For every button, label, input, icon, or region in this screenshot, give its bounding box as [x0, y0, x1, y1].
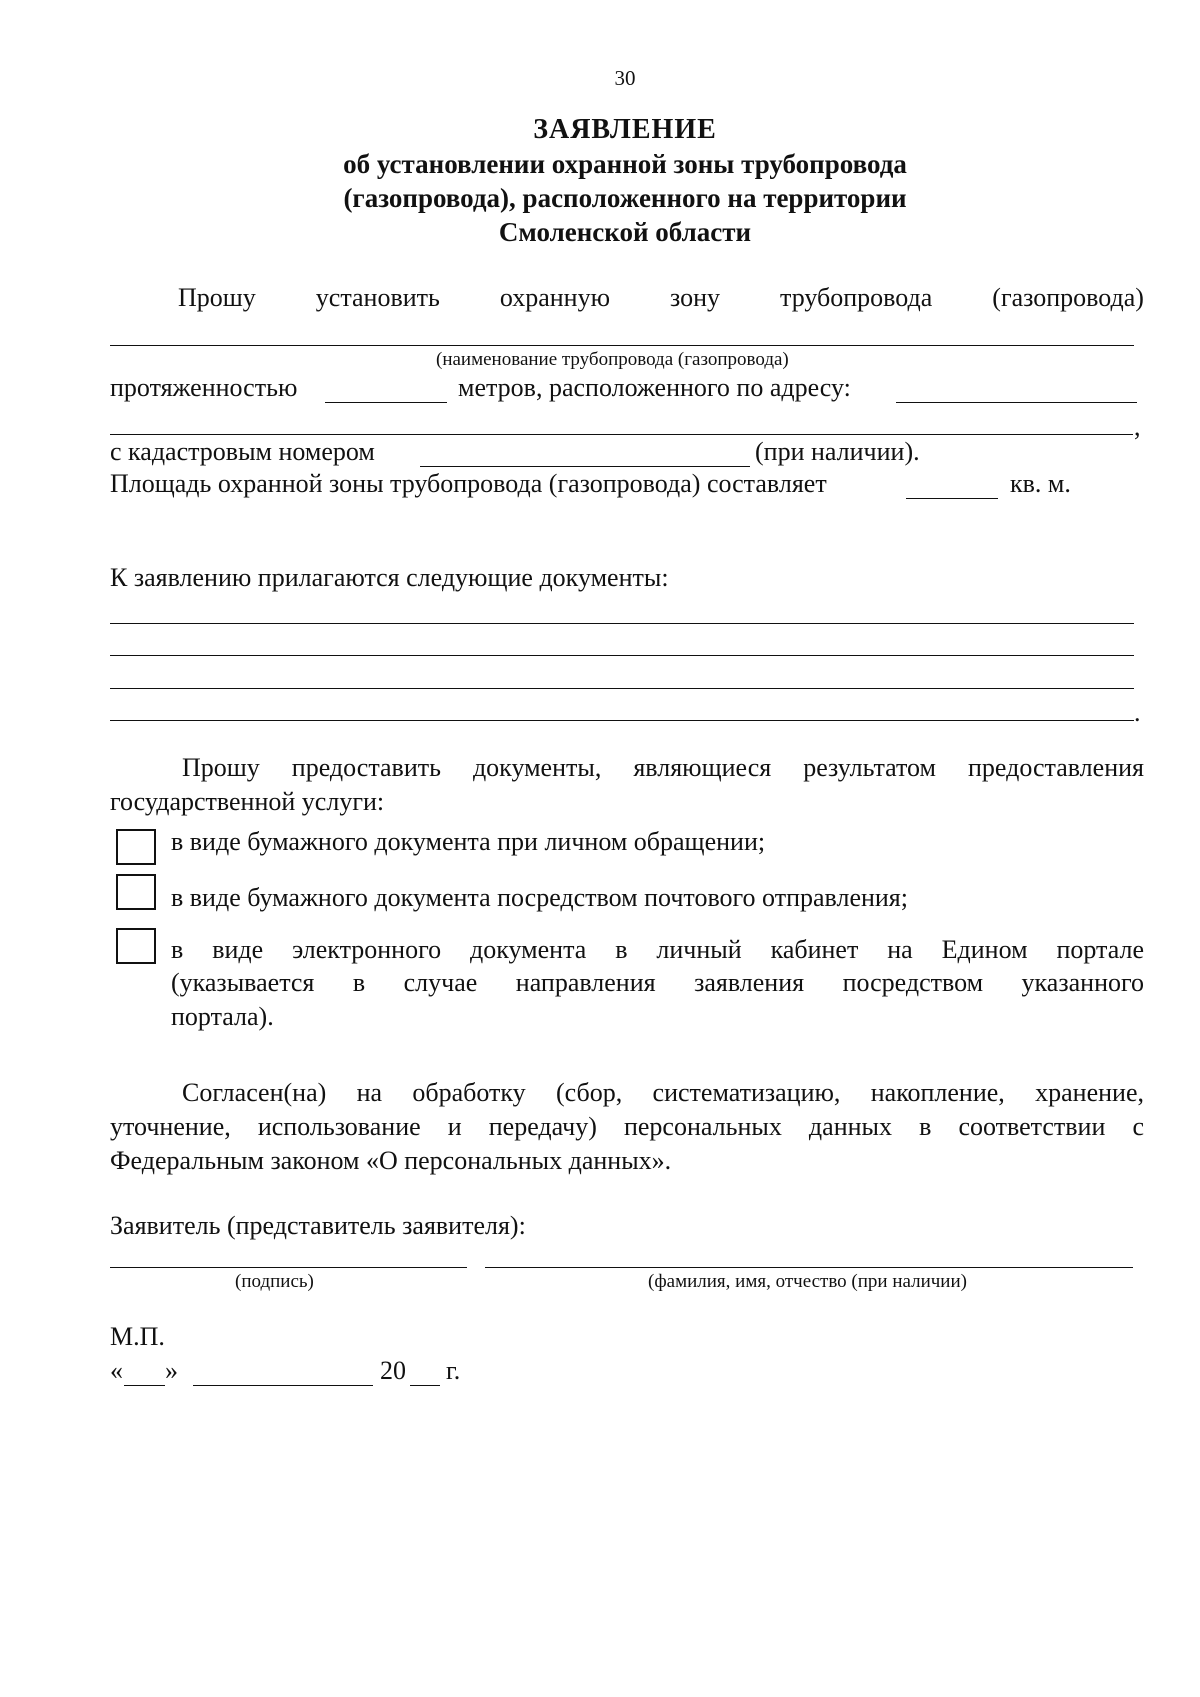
date-year-suffix: г. — [446, 1356, 461, 1385]
date-close-quote: » — [165, 1356, 178, 1385]
stamp-placeholder: М.П. — [110, 1322, 165, 1351]
option-electronic-portal-label-line-3: портала). — [171, 1002, 274, 1031]
area-label: Площадь охранной зоны трубопровода (газопровода) составляет — [110, 469, 827, 498]
attachment-line-4[interactable] — [110, 720, 1134, 721]
delivery-intro-line-2: государственной услуги: — [110, 787, 385, 816]
option-electronic-portal-text-2: (указывается в случае направления заявления посредством указанного — [171, 968, 1144, 997]
attachment-end-period: . — [1134, 698, 1141, 727]
request-word: Прошу — [178, 283, 256, 312]
consent-text-2: уточнение, использование и передачу) персональных данных в соответствии с — [110, 1112, 1144, 1141]
option-paper-in-person-checkbox[interactable] — [116, 829, 156, 865]
title-line-1: ЗАЯВЛЕНИЕ — [533, 114, 717, 145]
option-paper-by-mail-checkbox[interactable] — [116, 874, 156, 910]
page-number: 30 — [614, 66, 636, 90]
request-line — [178, 283, 1144, 313]
option-electronic-portal-text-1: в виде электронного документа в личный кабинет на Едином портале — [171, 935, 1144, 964]
address-field[interactable] — [896, 402, 1137, 403]
full-name-field[interactable] — [485, 1267, 1133, 1268]
option-electronic-portal-label-line-1 — [171, 935, 1144, 965]
date-day-field[interactable] — [124, 1385, 165, 1386]
consent-line-1 — [182, 1078, 1144, 1108]
request-word: (газопровода) — [992, 283, 1144, 312]
consent-line-3: Федеральным законом «О персональных данных». — [110, 1146, 672, 1175]
address-label: метров, расположенного по адресу: — [458, 373, 851, 402]
delivery-intro-line-1 — [182, 753, 1144, 783]
request-word: трубопровода — [780, 283, 933, 312]
option-electronic-portal-label-line-2 — [171, 968, 1144, 998]
request-word: установить — [315, 283, 440, 312]
consent-line-2 — [110, 1112, 1144, 1142]
length-label: протяженностью — [110, 373, 298, 402]
request-word: охранную — [499, 283, 611, 312]
date-open-quote: « — [110, 1356, 123, 1385]
option-paper-in-person-label: в виде бумажного документа при личном обращении; — [171, 827, 766, 856]
applicant-label: Заявитель (представитель заявителя): — [110, 1211, 526, 1240]
attachments-heading: К заявлению прилагаются следующие документы: — [110, 563, 669, 592]
pipeline-name-caption: (наименование трубопровода (газопровода) — [436, 349, 789, 370]
full-name-caption: (фамилия, имя, отчество (при наличии) — [648, 1271, 967, 1292]
address-line-comma: , — [1134, 412, 1141, 441]
area-field[interactable] — [906, 498, 998, 499]
option-electronic-portal-checkbox[interactable] — [116, 928, 156, 964]
signature-field[interactable] — [110, 1267, 467, 1268]
cadastral-label: с кадастровым номером — [110, 437, 375, 466]
attachment-line-2[interactable] — [110, 655, 1134, 656]
attachment-line-1[interactable] — [110, 623, 1134, 624]
consent-text-1: Согласен(на) на обработку (сбор, систематизацию, накопление, хранение, — [182, 1078, 1144, 1107]
date-year-prefix: 20 — [380, 1356, 406, 1385]
signature-caption: (подпись) — [235, 1271, 314, 1292]
cadastral-suffix: (при наличии). — [755, 437, 920, 466]
attachment-line-3[interactable] — [110, 688, 1134, 689]
title-line-2: об установлении охранной зоны трубопровода — [343, 149, 907, 179]
request-word: зону — [670, 283, 721, 312]
date-year-field[interactable] — [410, 1385, 440, 1386]
document-title — [0, 113, 1200, 249]
pipeline-name-field[interactable] — [110, 345, 1134, 346]
address-field-continued[interactable] — [110, 434, 1133, 435]
option-paper-by-mail-label: в виде бумажного документа посредством почтового отправления; — [171, 883, 908, 912]
delivery-intro-text: Прошу предоставить документы, являющиеся результатом предоставления — [182, 753, 1144, 782]
cadastral-number-field[interactable] — [420, 466, 750, 467]
length-field[interactable] — [325, 402, 447, 403]
title-line-3: (газопровода), расположенного на территории — [343, 183, 907, 213]
date-month-field[interactable] — [193, 1385, 373, 1386]
area-unit: кв. м. — [1010, 469, 1071, 498]
title-line-4: Смоленской области — [498, 217, 752, 247]
